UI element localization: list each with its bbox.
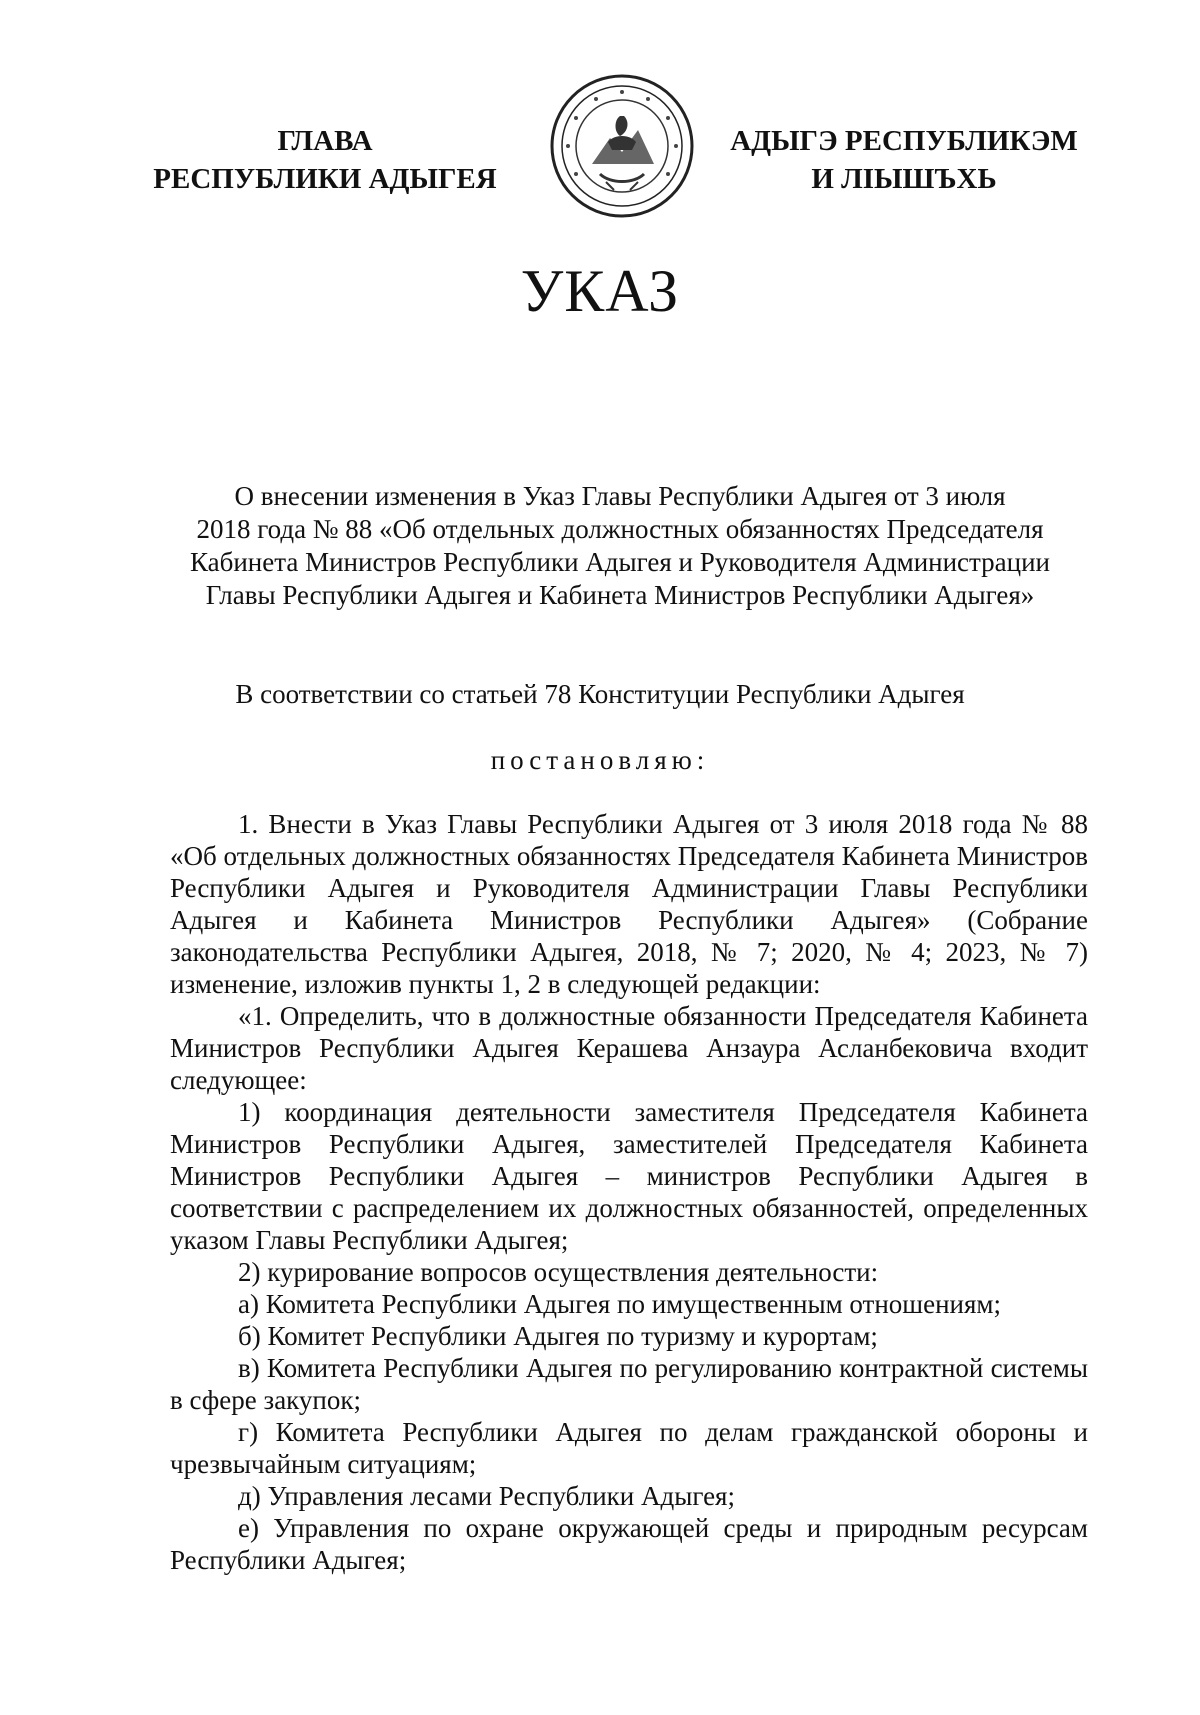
document-title: УКАЗ [520, 258, 680, 324]
issuer-russian-line1: ГЛАВА [277, 125, 373, 157]
paragraph: г) Комитета Республики Адыгея по делам гражданской обороны и чрезвычайным ситуациям; [170, 1417, 1088, 1479]
paragraph: в) Комитета Республики Адыгея по регулированию контрактной системы в сфере закупок; [170, 1353, 1088, 1415]
paragraph: д) Управления лесами Республики Адыгея; [238, 1481, 735, 1511]
issuer-adyghe-line1: АДЫГЭ РЕСПУБЛИКЭМ [730, 125, 1078, 157]
paragraph: б) Комитет Республики Адыгея по туризму и курортам; [238, 1321, 878, 1351]
issuer-adyghe-line2: И ЛІЫШЪХЬ [811, 163, 997, 195]
paragraph: 1. Внести в Указ Главы Республики Адыгея от 3 июля 2018 года № 88 «Об отдельных должностных обязанностях Председателя Кабинета Министров Республики Адыгея и Руководителя Администрации Главы Республики Адыгея и Кабинета Министров Республики Адыгея» (Собрание законодательства Республики Адыгея, 2018, № 7; 2020, № 4; 2023, № 7) изменение, изложив пункты 1, 2 в следующей редакции: [170, 809, 1088, 999]
decree-body [170, 808, 1088, 1576]
coat-of-arms-icon [548, 72, 696, 220]
paragraph: е) Управления по охране окружающей среды и природным ресурсам Республики Адыгея; [170, 1513, 1088, 1575]
subject-line: Главы Республики Адыгея и Кабинета Министров Республики Адыгея» [205, 580, 1035, 610]
resolve-word: постановляю: [490, 745, 710, 775]
subject-line: О внесении изменения в Указ Главы Республики Адыгея от 3 июля [234, 481, 1006, 511]
document-subject [160, 480, 1080, 612]
issuer-russian-line2: РЕСПУБЛИКИ АДЫГЕЯ [153, 163, 497, 195]
paragraph: 1) координация деятельности заместителя Председателя Кабинета Министров Республики Адыгея, заместителей Председателя Кабинета Министров Республики Адыгея – министров Республики Адыгея в соответствии с распределением их должностных обязанностей, определенных указом Главы Республики Адыгея; [170, 1097, 1088, 1255]
issuer-russian [150, 122, 500, 198]
paragraph: а) Комитета Республики Адыгея по имущественным отношениям; [238, 1289, 1001, 1319]
paragraph: 2) курирование вопросов осуществления деятельности: [238, 1257, 879, 1287]
preamble: В соответствии со статьей 78 Конституции Республики Адыгея [235, 679, 965, 709]
subject-line: Кабинета Министров Республики Адыгея и Руководителя Администрации [189, 547, 1050, 577]
issuer-adyghe [724, 122, 1084, 198]
paragraph: «1. Определить, что в должностные обязанности Председателя Кабинета Министров Республики Адыгея Керашева Анзаура Асланбековича входит следующее: [170, 1001, 1088, 1095]
subject-line: 2018 года № 88 «Об отдельных должностных обязанностях Председателя [196, 514, 1044, 544]
